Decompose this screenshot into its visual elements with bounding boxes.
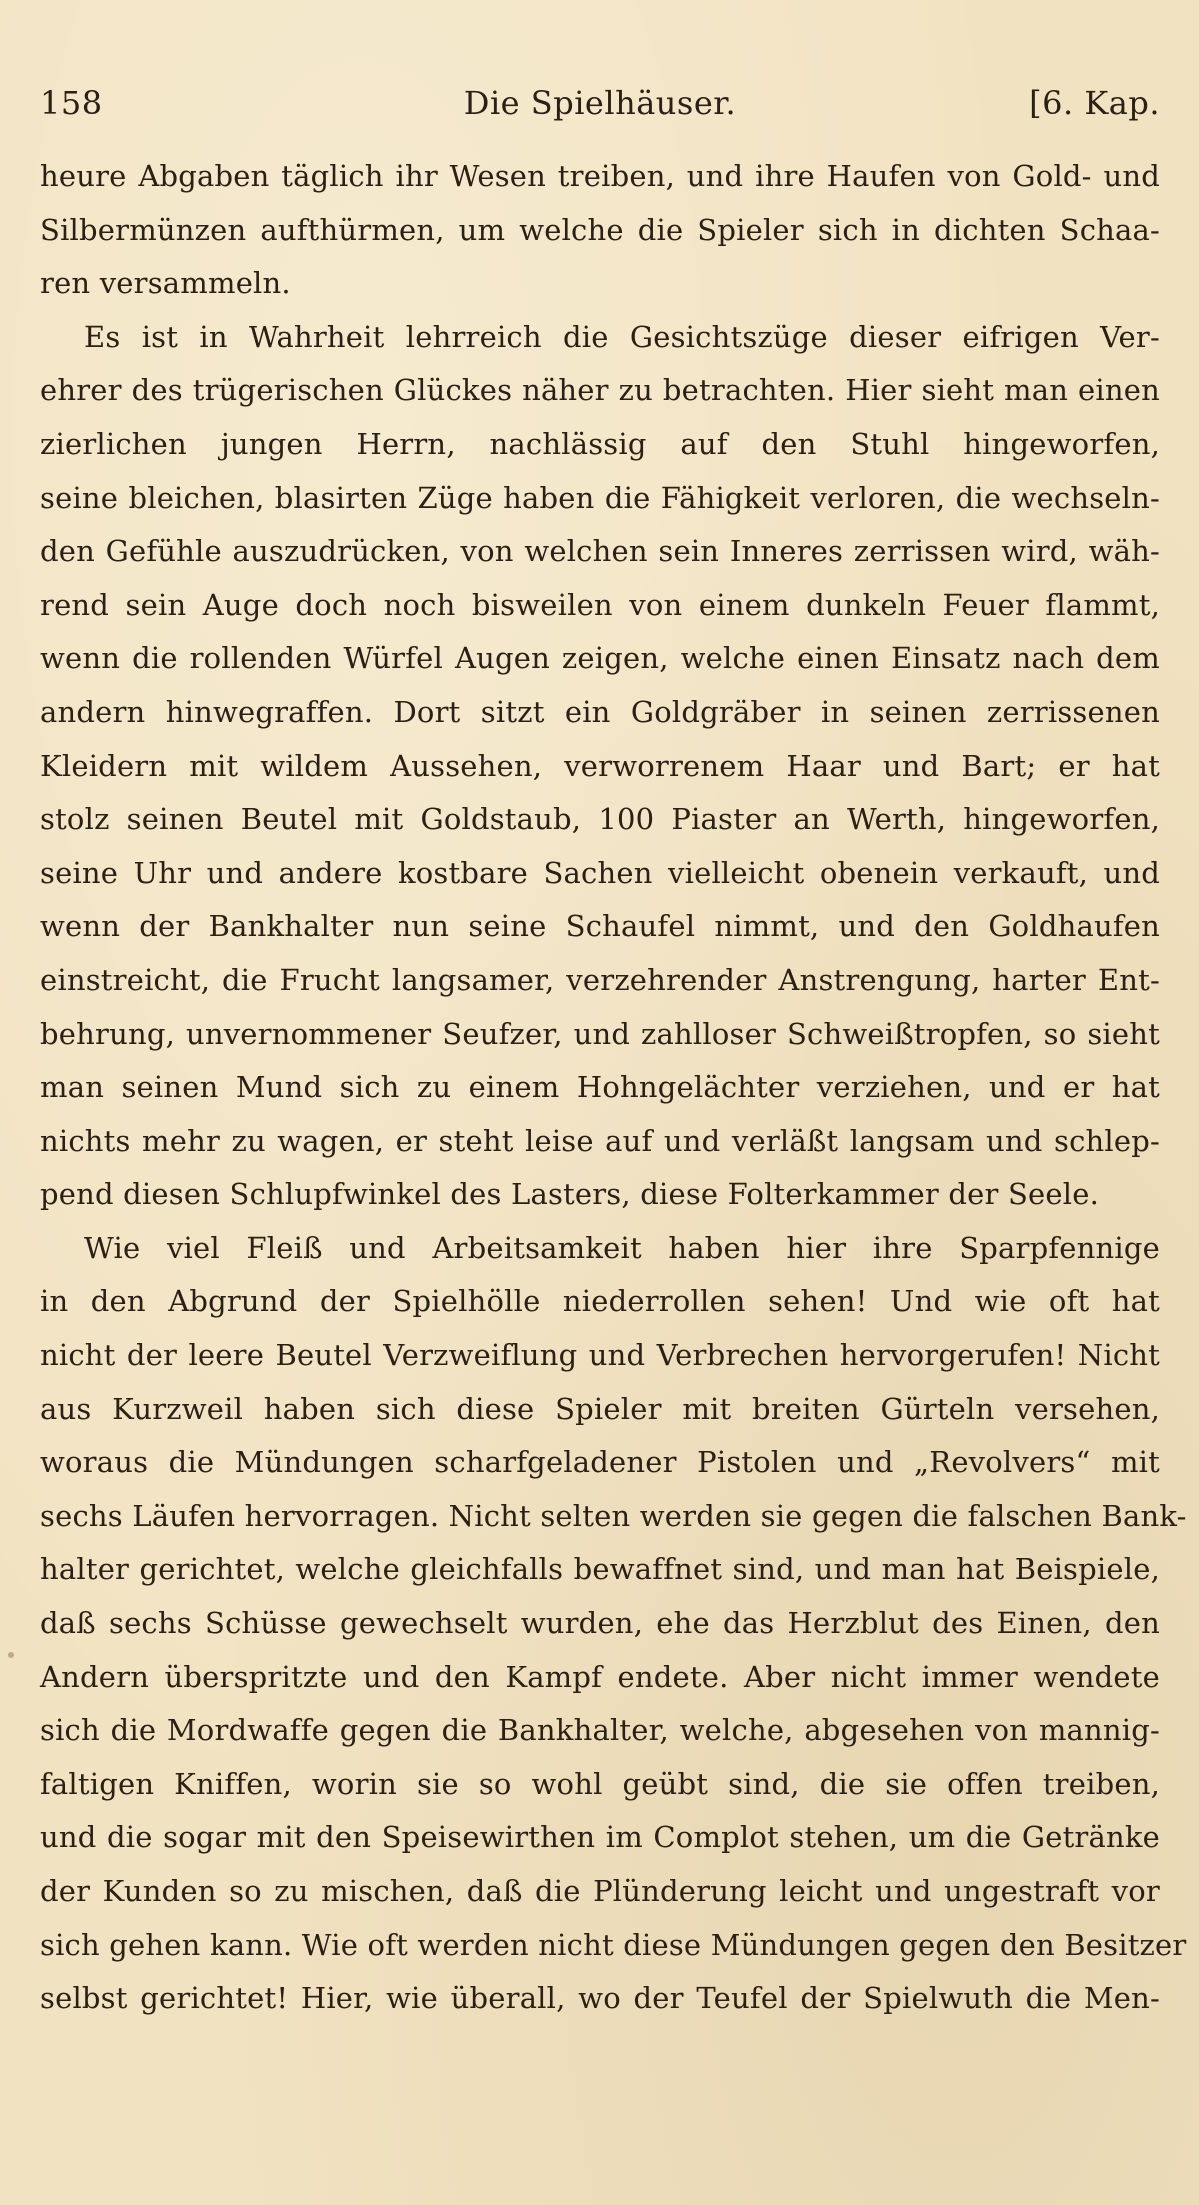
text-line: Kleidern mit wildem Aussehen, verworrenem Haar und Bart; er hat	[40, 748, 1160, 783]
page-header	[40, 78, 1160, 128]
text-line: faltigen Kniffen, worin sie so wohl geübt sind, die sie offen treiben,	[40, 1766, 1160, 1801]
text-line: einstreicht, die Frucht langsamer, verzehrender Anstrengung, harter Ent-	[40, 962, 1160, 997]
text-line: andern hinwegraffen. Dort sitzt ein Goldgräber in seinen zerrissenen	[40, 694, 1160, 729]
text-line: nicht der leere Beutel Verzweiflung und Verbrechen hervorgerufen! Nicht	[40, 1338, 1160, 1373]
paper-speck	[8, 1652, 14, 1658]
text-line: sich gehen kann. Wie oft werden nicht diese Mündungen gegen den Besitzer	[40, 1927, 1187, 1962]
text-line: Es ist in Wahrheit lehrreich die Gesichtszüge dieser eifrigen Ver-	[84, 319, 1160, 354]
body-text	[40, 150, 1187, 2026]
text-line: wenn der Bankhalter nun seine Schaufel nimmt, und den Goldhaufen	[40, 909, 1160, 944]
text-line: wenn die rollenden Würfel Augen zeigen, welche einen Einsatz nach dem	[40, 641, 1160, 676]
text-line: sich die Mordwaffe gegen die Bankhalter, welche, abgesehen von mannig-	[40, 1713, 1160, 1748]
text-line: pend diesen Schlupfwinkel des Lasters, diese Folterkammer der Seele.	[40, 1177, 1099, 1212]
running-title: Die Spielhäuser.	[463, 84, 737, 122]
text-line: nichts mehr zu wagen, er steht leise auf und verläßt langsam und schlep-	[40, 1123, 1160, 1158]
text-line: halter gerichtet, welche gleichfalls bewaffnet sind, und man hat Beispiele,	[40, 1552, 1160, 1587]
text-line: ren versammeln.	[40, 266, 291, 301]
text-line: ehrer des trügerischen Glückes näher zu betrachten. Hier sieht man einen	[40, 373, 1160, 408]
text-line: Silbermünzen aufthürmen, um welche die Spieler sich in dichten Schaa-	[40, 212, 1160, 247]
text-line: der Kunden so zu mischen, daß die Plünderung leicht und ungestraft vor	[40, 1874, 1160, 1908]
text-line: seine bleichen, blasirten Züge haben die Fähigkeit verloren, die wechseln-	[40, 480, 1160, 515]
text-line: behrung, unvernommener Seufzer, und zahlloser Schweißtropfen, so sieht	[40, 1016, 1160, 1051]
page-number: 158	[40, 84, 103, 122]
text-line: daß sechs Schüsse gewechselt wurden, ehe das Herzblut des Einen, den	[40, 1606, 1160, 1641]
text-line: seine Uhr und andere kostbare Sachen vielleicht obenein verkauft, und	[40, 855, 1160, 890]
text-line: Andern überspritzte und den Kampf endete. Aber nicht immer wendete	[40, 1659, 1160, 1694]
text-line: woraus die Mündungen scharfgeladener Pistolen und „Revolvers“ mit	[40, 1445, 1160, 1480]
text-line: und die sogar mit den Speisewirthen im Complot stehen, um die Getränke	[40, 1820, 1160, 1855]
text-line: in den Abgrund der Spielhölle niederrollen sehen! Und wie oft hat	[40, 1284, 1160, 1319]
text-line: man seinen Mund sich zu einem Hohngelächter verziehen, und er hat	[40, 1070, 1160, 1105]
text-line: heure Abgaben täglich ihr Wesen treiben, und ihre Haufen von Gold- und	[40, 159, 1160, 193]
text-line: zierlichen jungen Herrn, nachlässig auf den Stuhl hingeworfen,	[40, 426, 1160, 461]
text-line: rend sein Auge doch noch bisweilen von einem dunkeln Feuer flammt,	[40, 587, 1160, 622]
text-line: stolz seinen Beutel mit Goldstaub, 100 Piaster an Werth, hingeworfen,	[40, 802, 1160, 837]
text-line: Wie viel Fleiß und Arbeitsamkeit haben hier ihre Sparpfennige	[84, 1230, 1160, 1265]
text-line: sechs Läufen hervorragen. Nicht selten werden sie gegen die falschen Bank-	[40, 1498, 1187, 1533]
chapter-reference: [6. Kap.	[1029, 84, 1160, 122]
text-line: selbst gerichtet! Hier, wie überall, wo der Teufel der Spielwuth die Men-	[40, 1981, 1160, 2016]
text-line: aus Kurzweil haben sich diese Spieler mit breiten Gürteln versehen,	[40, 1391, 1160, 1426]
text-line: den Gefühle auszudrücken, von welchen sein Inneres zerrissen wird, wäh-	[40, 534, 1160, 569]
